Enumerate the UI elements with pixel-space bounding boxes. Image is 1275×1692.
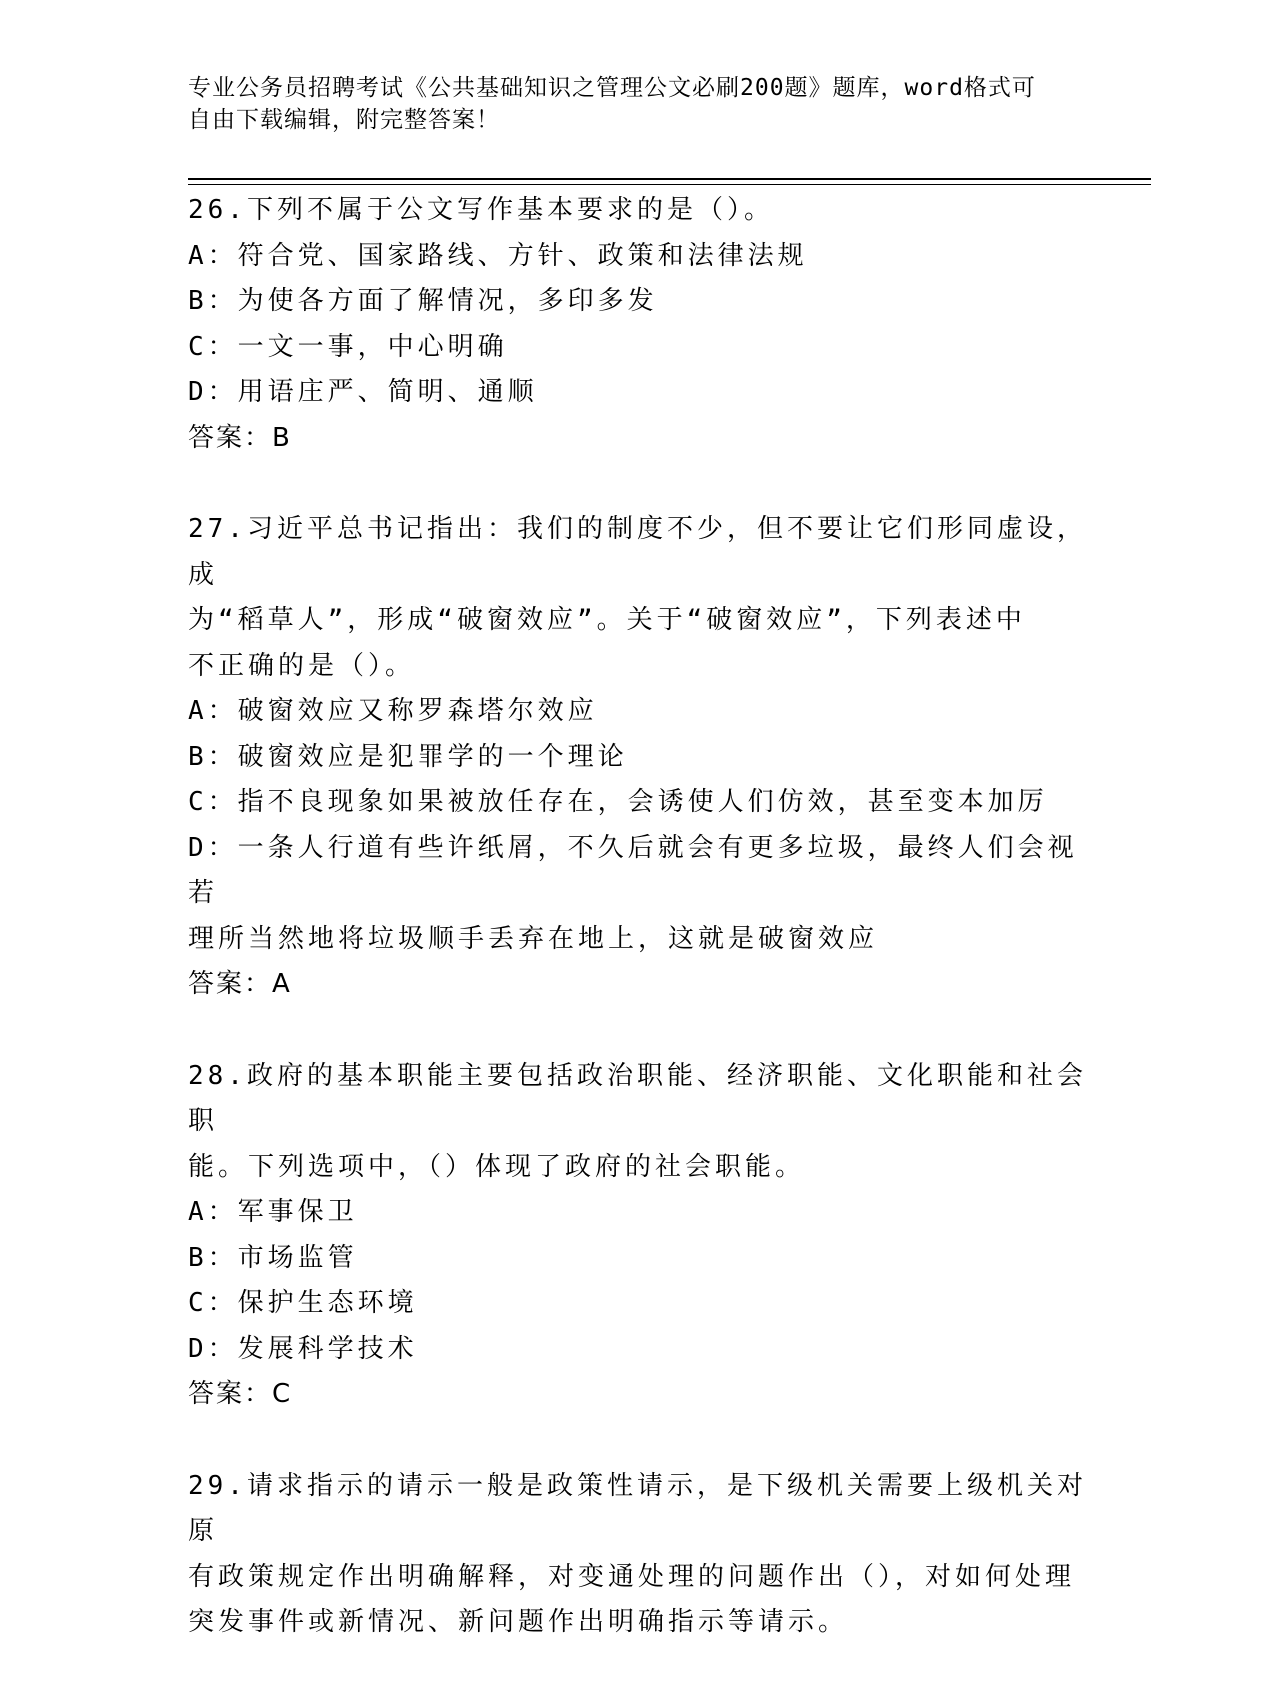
document-header xyxy=(188,72,1088,136)
header-divider-thin xyxy=(188,184,1151,185)
answer-option: A：符合党、国家路线、方针、政策和法律法规 xyxy=(188,240,808,271)
answer-key: 答案：C xyxy=(188,1379,293,1409)
question-stem-line: 27.习近平总书记指出：我们的制度不少，但不要让它们形同虚设，成 xyxy=(188,514,1087,590)
question-stem-line: 29.请求指示的请示一般是政策性请示，是下级机关需要上级机关对原 xyxy=(188,1470,1087,1546)
answer-option: C：指不良现象如果被放任存在，会诱使人们仿效，甚至变本加厉 xyxy=(188,787,1048,817)
question-stem-line: 28.政府的基本职能主要包括政治职能、经济职能、文化职能和社会职 xyxy=(188,1060,1087,1136)
answer-key: 答案：A xyxy=(188,969,292,999)
answer-option: D：一条人行道有些许纸屑，不久后就会有更多垃圾，最终人们会视若 xyxy=(188,832,1078,908)
question-stem-line: 突发事件或新情况、新问题作出明确指示等请示。 xyxy=(188,1607,849,1637)
header-title-line-2: 自由下载编辑，附完整答案！ xyxy=(188,107,500,133)
question-stem-line: 为“稻草人”，形成“破窗效应”。关于“破窗效应”，下列表述中 xyxy=(188,605,1026,635)
header-title-line-1: 专业公务员招聘考试《公共基础知识之管理公文必刷200题》题库，word格式可 xyxy=(188,75,1036,101)
answer-option: B：市场监管 xyxy=(188,1242,358,1273)
answer-option: A：军事保卫 xyxy=(188,1197,358,1227)
answer-option: D：发展科学技术 xyxy=(188,1333,418,1364)
question-stem-line: 不正确的是（）。 xyxy=(188,650,416,681)
answer-option: C：保护生态环境 xyxy=(188,1288,418,1318)
question-stem-line: 能。下列选项中，（）体现了政府的社会职能。 xyxy=(188,1151,806,1182)
question-block xyxy=(188,1054,1088,1418)
question-list xyxy=(188,188,1088,1692)
answer-key: 答案：B xyxy=(188,422,292,453)
answer-option: A：破窗效应又称罗森塔尔效应 xyxy=(188,696,598,726)
question-stem-line: 26.下列不属于公文写作基本要求的是（）。 xyxy=(188,195,774,225)
answer-option: C：一文一事，中心明确 xyxy=(188,331,508,362)
question-block xyxy=(188,188,1088,461)
answer-option: D：用语庄严、简明、通顺 xyxy=(188,377,538,407)
question-stem-line: 有政策规定作出明确解释，对变通处理的问题作出（），对如何处理 xyxy=(188,1561,1076,1592)
answer-option: B：破窗效应是犯罪学的一个理论 xyxy=(188,741,628,772)
answer-option: 理所当然地将垃圾顺手丢弃在地上，这就是破窗效应 xyxy=(188,923,879,954)
answer-option: B：为使各方面了解情况，多印多发 xyxy=(188,286,658,316)
question-block xyxy=(188,1464,1088,1646)
question-block xyxy=(188,507,1088,1008)
header-divider-thick xyxy=(188,178,1151,180)
